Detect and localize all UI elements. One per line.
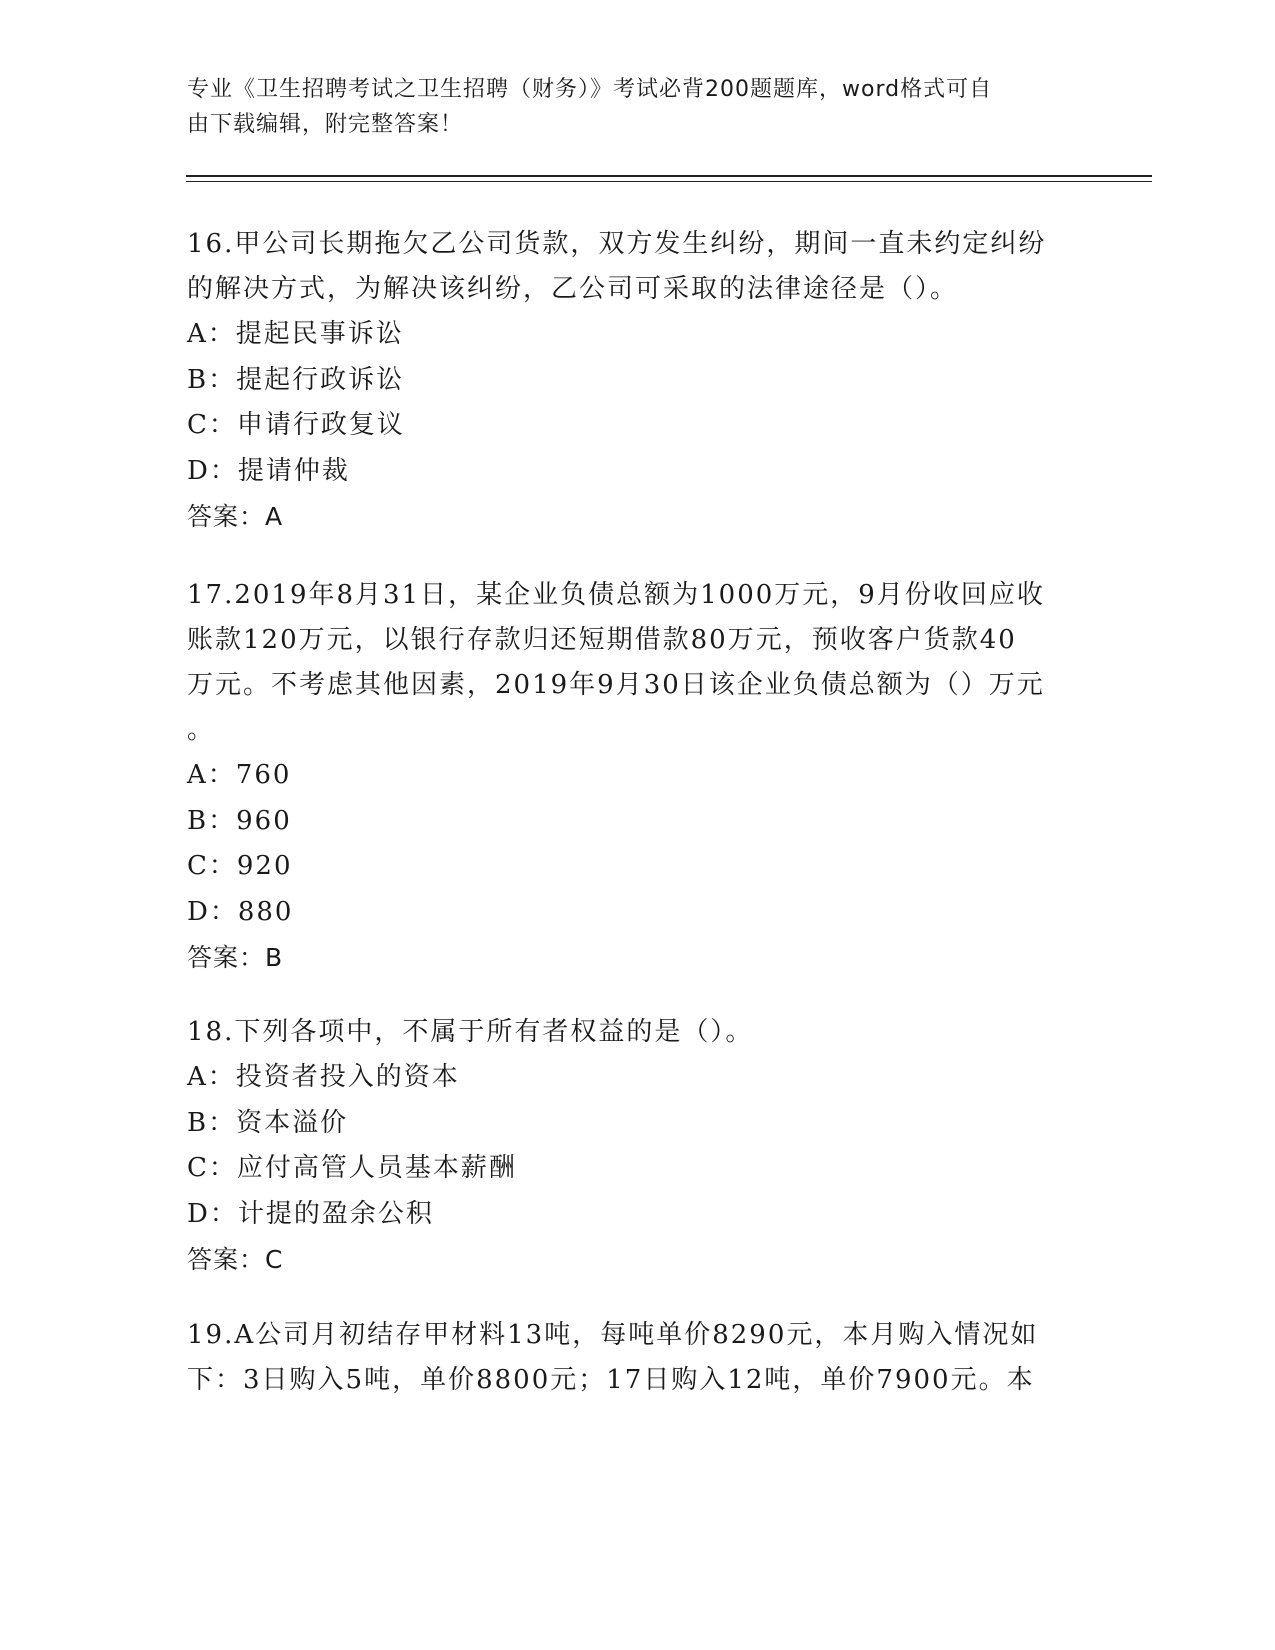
answer-line: 答案：B — [187, 943, 284, 972]
option-b: B：资本溢价 — [187, 1107, 349, 1138]
option-a: A：投资者投入的资本 — [187, 1062, 460, 1092]
question-text-line: 18.下列各项中，不属于所有者权益的是（）。 — [187, 1017, 754, 1047]
question-text-line: 。 — [187, 715, 216, 745]
document-header — [187, 72, 1067, 142]
header-divider-thin — [186, 181, 1152, 182]
question-text-line: 19.A公司月初结存甲材料13吨，每吨单价8290元，本月购入情况如 — [187, 1320, 1039, 1350]
header-divider-thick — [186, 175, 1152, 177]
question-16 — [187, 222, 1087, 540]
answer-line: 答案：A — [187, 502, 284, 531]
question-text-line: 账款120万元，以银行存款归还短期借款80万元，预收客户货款40 — [187, 625, 1017, 655]
answer-line: 答案：C — [187, 1245, 284, 1274]
option-a: A：提起民事诉讼 — [187, 319, 404, 349]
question-19 — [187, 1313, 1087, 1403]
option-d: D：880 — [187, 896, 294, 927]
option-c: C：应付高管人员基本薪酬 — [187, 1153, 517, 1183]
header-line-2: 由下载编辑，附完整答案！ — [187, 112, 464, 137]
question-text-line: 下：3日购入5吨，单价8800元；17日购入12吨，单价7900元。本 — [187, 1365, 1035, 1395]
question-text-line: 16.甲公司长期拖欠乙公司货款，双方发生纠纷，期间一直未约定纠纷 — [187, 229, 1047, 259]
option-b: B：960 — [187, 805, 292, 836]
option-d: D：计提的盈余公积 — [187, 1198, 434, 1229]
question-text-line: 万元。不考虑其他因素，2019年9月30日该企业负债总额为（）万元 — [187, 670, 1045, 700]
option-c: C：920 — [187, 851, 293, 881]
question-18 — [187, 1010, 1087, 1283]
option-b: B：提起行政诉讼 — [187, 364, 405, 395]
option-a: A：760 — [187, 760, 292, 790]
question-text-line: 的解决方式，为解决该纠纷，乙公司可采取的法律途径是（）。 — [187, 274, 959, 304]
question-text-line: 17.2019年8月31日，某企业负债总额为1000万元，9月份收回应收 — [187, 580, 1045, 610]
header-line-1: 专业《卫生招聘考试之卫生招聘（财务）》考试必背200题题库，word格式可自 — [187, 77, 993, 102]
option-c: C：申请行政复议 — [187, 410, 405, 440]
question-17 — [187, 573, 1087, 981]
option-d: D：提请仲裁 — [187, 455, 350, 486]
